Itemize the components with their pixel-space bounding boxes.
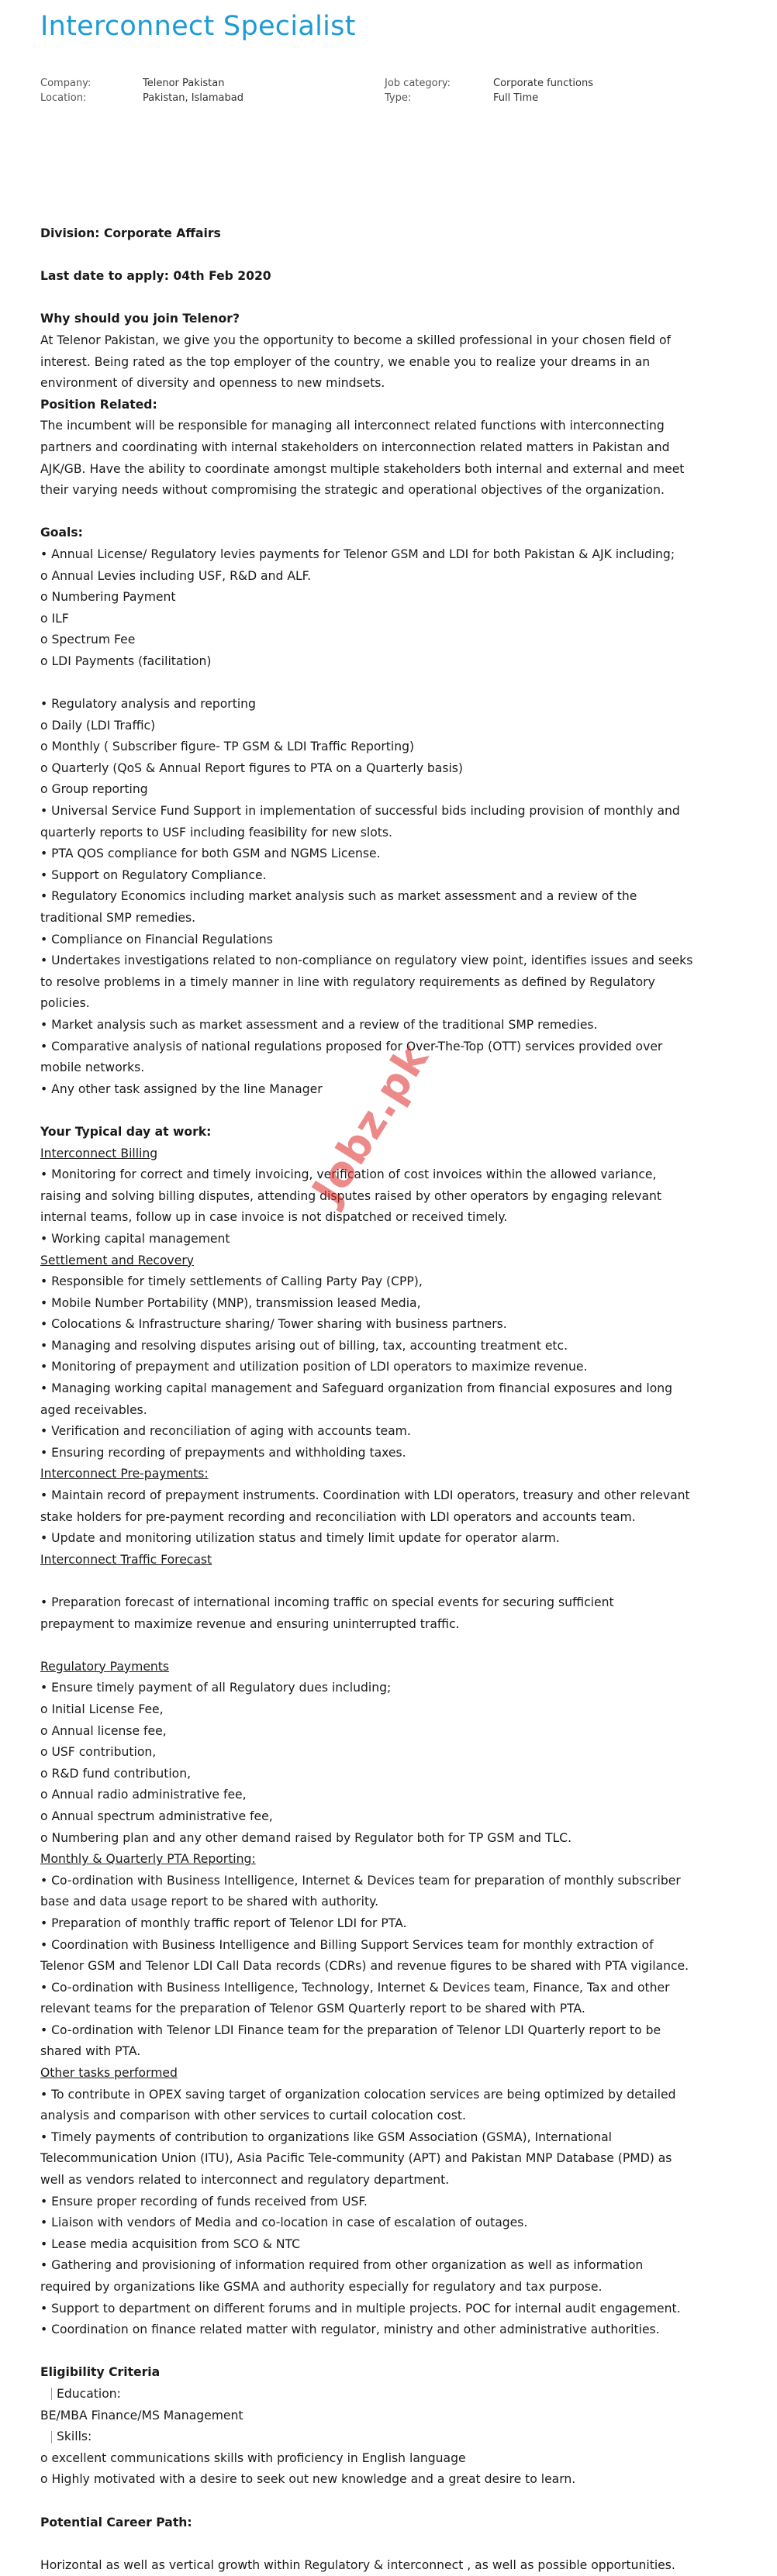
list-line: • Monitoring for correct and timely invoicing, verification of cost invoices within the allowed variance, <box>40 1167 657 1182</box>
list-line: • Verification and reconciliation of aging with accounts team. <box>40 1424 411 1439</box>
list-line: • Managing and resolving disputes arising out of billing, tax, accounting treatment etc. <box>40 1338 568 1353</box>
career-path-heading: Potential Career Path: <box>40 2515 192 2529</box>
regulatory-payments-list <box>40 1678 738 1849</box>
prepayments-list <box>40 1485 738 1550</box>
settlement-heading: Settlement and Recovery <box>40 1253 194 1267</box>
list-line: • Colocations & Infrastructure sharing/ Tower sharing with business partners. <box>40 1317 507 1332</box>
list-line: • Coordination with Business Intelligence and Billing Support Services team for monthly extraction of <box>40 1937 654 1952</box>
list-line: • Compliance on Financial Regulations <box>40 932 273 947</box>
position-text-line: their varying needs without compromising the strategic and operational objectives of the organization. <box>40 483 665 498</box>
list-line: analysis and comparison with other services to curtail colocation cost. <box>40 2109 466 2123</box>
list-line: • Universal Service Fund Support in implementation of successful bids including provision of monthly and <box>40 804 680 819</box>
why-heading: Why should you join Telenor? <box>40 312 240 326</box>
job-description <box>40 223 738 2576</box>
job-title: Interconnect Specialist <box>40 11 356 42</box>
list-line: • Managing working capital management and Safeguard organization from financial exposures and long <box>40 1381 673 1396</box>
list-line: • Co-ordination with Business Intelligence, Internet & Devices team for preparation of monthly subscriber <box>40 1873 681 1888</box>
skills-list <box>40 2448 738 2491</box>
billing-list <box>40 1164 738 1250</box>
list-line: • Comparative analysis of national regulations proposed for Over-The-Top (OTT) services provided over <box>40 1039 663 1054</box>
list-line: • Responsible for timely settlements of Calling Party Pay (CPP), <box>40 1274 423 1289</box>
list-line: • Mobile Number Portability (MNP), transmission leased Media, <box>40 1295 421 1310</box>
list-line: o Numbering Payment <box>40 590 176 605</box>
list-line: • Gathering and provisioning of information required from other organization as well as information <box>40 2258 644 2273</box>
position-heading: Position Related: <box>40 397 157 412</box>
list-line: Telenor GSM and Telenor LDI Call Data records (CDRs) and revenue figures to be shared with PTA vigilance. <box>40 1959 689 1974</box>
education-value: BE/MBA Finance/MS Management <box>40 2408 243 2423</box>
list-line: • Lease media acquisition from SCO & NTC <box>40 2236 300 2251</box>
list-line: • Co-ordination with Telenor LDI Finance team for the preparation of Telenor LDI Quarterly report to be <box>40 2023 661 2037</box>
list-line: • Maintain record of prepayment instruments. Coordination with LDI operators, treasury and other relevant <box>40 1488 690 1503</box>
list-line: o Monthly ( Subscriber figure- TP GSM & LDI Traffic Reporting) <box>40 740 415 754</box>
skills-label: Skills: <box>40 2426 738 2448</box>
regulatory-payments-heading: Regulatory Payments <box>40 1659 170 1674</box>
list-line: mobile networks. <box>40 1060 145 1075</box>
list-line: o Annual spectrum administrative fee, <box>40 1809 273 1823</box>
list-line: • Undertakes investigations related to non-compliance on regulatory view point, identifies issues and seeks <box>40 953 693 968</box>
list-line: • Preparation of monthly traffic report of Telenor LDI for PTA. <box>40 1916 407 1930</box>
category-label: Job category: <box>385 78 451 89</box>
list-line: • Support to department on different forums and in multiple projects. POC for internal audit engagement. <box>40 2301 681 2316</box>
billing-heading: Interconnect Billing <box>40 1146 158 1160</box>
list-line: o ILF <box>40 611 69 626</box>
location-value: Pakistan, Islamabad <box>143 92 243 104</box>
list-line: o R&D fund contribution, <box>40 1766 192 1781</box>
list-line: o Highly motivated with a desire to seek out new knowledge and a great desire to learn. <box>40 2472 576 2487</box>
list-line: well as vendors related to interconnect and regulatory department. <box>40 2173 450 2188</box>
list-line: o Initial License Fee, <box>40 1702 164 1716</box>
list-line: o Group reporting <box>40 782 148 797</box>
why-text-line: environment of diversity and openness to new mindsets. <box>40 376 385 391</box>
type-label: Type: <box>385 92 412 104</box>
list-line: prepayment to maximize revenue and ensuring uninterrupted traffic. <box>40 1616 460 1631</box>
location-label: Location: <box>40 92 87 104</box>
list-line: o excellent communications skills with proficiency in English language <box>40 2450 466 2465</box>
list-line: stake holders for pre-payment recording and reconciliation with LDI operators and accounts team. <box>40 1509 636 1524</box>
list-line: o Daily (LDI Traffic) <box>40 718 156 733</box>
list-line: • Working capital management <box>40 1231 230 1246</box>
type-value: Full Time <box>493 92 539 104</box>
pta-reporting-list <box>40 1871 738 2063</box>
goals-list <box>40 544 738 673</box>
list-line: • Support on Regulatory Compliance. <box>40 867 267 882</box>
other-tasks-list <box>40 2085 738 2341</box>
list-line: • Any other task assigned by the line Manager <box>40 1081 323 1096</box>
list-line: internal teams, follow up in case invoice is not dispatched or received timely. <box>40 1210 508 1225</box>
goals-heading: Goals: <box>40 526 83 540</box>
list-line: • Preparation forecast of international incoming traffic on special events for securing sufficient <box>40 1595 614 1609</box>
position-text-line: The incumbent will be responsible for managing all interconnect related functions with interconnecting <box>40 419 665 433</box>
list-line: o Numbering plan and any other demand raised by Regulator both for TP GSM and TLC. <box>40 1830 572 1845</box>
other-tasks-heading: Other tasks performed <box>40 2066 178 2081</box>
why-text-line: interest. Being rated as the top employer of the country, we enable you to realize your dreams in an <box>40 354 651 369</box>
career-path-text: Horizontal as well as vertical growth within Regulatory & interconnect , as well as possible opportunities. <box>40 2557 675 2572</box>
list-line: • Liaison with vendors of Media and co-location in case of escalation of outages. <box>40 2216 528 2230</box>
forecast-list <box>40 1592 738 1635</box>
list-line: o Annual Levies including USF, R&D and ALF. <box>40 568 312 583</box>
list-line: • Ensuring recording of prepayments and withholding taxes. <box>40 1445 406 1460</box>
list-line: policies. <box>40 996 90 1011</box>
settlement-list <box>40 1271 738 1464</box>
list-line: base and data usage report to be shared with authority. <box>40 1895 379 1909</box>
last-date: Last date to apply: 04th Feb 2020 <box>40 269 271 284</box>
list-line: • To contribute in OPEX saving target of organization colocation services are being optimized by detailed <box>40 2087 676 2102</box>
list-line: o USF contribution, <box>40 1745 157 1760</box>
list-line: • Regulatory Economics including market analysis such as market assessment and a review of the <box>40 889 637 904</box>
list-line: • Co-ordination with Business Intelligence, Technology, Internet & Devices team, Finance, Tax and other <box>40 1980 670 1995</box>
position-text-line: partners and coordinating with internal stakeholders on interconnection related matters in Pakistan and <box>40 440 670 454</box>
company-value: Telenor Pakistan <box>143 78 225 89</box>
list-line: • Update and monitoring utilization status and timely limit update for operator alarm. <box>40 1531 560 1546</box>
list-line: required by organizations like GSMA and authority especially for regulatory and tax purpose. <box>40 2280 603 2294</box>
list-line: to resolve problems in a timely manner in line with regulatory requirements as defined by Regulatory <box>40 974 655 989</box>
watermark: Jobz.pk <box>302 1035 438 1212</box>
list-line: • PTA QOS compliance for both GSM and NGMS License. <box>40 847 381 861</box>
list-line: • Ensure proper recording of funds received from USF. <box>40 2194 368 2209</box>
list-line: relevant teams for the preparation of Telenor GSM Quarterly report to be shared with PTA. <box>40 2002 585 2016</box>
goals-list-2 <box>40 694 738 1100</box>
list-line: o Spectrum Fee <box>40 633 136 647</box>
list-line: • Market analysis such as market assessment and a review of the traditional SMP remedies. <box>40 1017 598 1032</box>
category-value: Corporate functions <box>493 78 593 89</box>
list-line: • Annual License/ Regulatory levies payments for Telenor GSM and LDI for both Pakistan & AJK including; <box>40 547 675 561</box>
pta-reporting-heading: Monthly & Quarterly PTA Reporting: <box>40 1852 256 1867</box>
list-line: o Annual license fee, <box>40 1723 167 1738</box>
list-line: aged receivables. <box>40 1402 147 1417</box>
division: Division: Corporate Affairs <box>40 226 221 240</box>
job-meta <box>40 76 738 107</box>
company-label: Company: <box>40 78 92 89</box>
education-label: Education: <box>40 2384 738 2405</box>
list-line: quarterly reports to USF including feasibility for new slots. <box>40 825 392 840</box>
position-text-line: AJK/GB. Have the ability to coordinate amongst multiple stakeholders both internal and external and meet <box>40 461 685 476</box>
prepayments-heading: Interconnect Pre-payments: <box>40 1467 209 1481</box>
list-line: raising and solving billing disputes, attending disputes raised by other operators by engaging relevant <box>40 1188 662 1203</box>
list-line: o LDI Payments (facilitation) <box>40 653 212 668</box>
forecast-heading: Interconnect Traffic Forecast <box>40 1552 212 1567</box>
list-line: • Ensure timely payment of all Regulatory dues including; <box>40 1681 392 1695</box>
list-line: shared with PTA. <box>40 2044 141 2059</box>
list-line: • Regulatory analysis and reporting <box>40 697 256 712</box>
list-line: traditional SMP remedies. <box>40 911 196 925</box>
list-line: • Coordination on finance related matter with regulator, ministry and other administrative authorities. <box>40 2323 660 2337</box>
list-line: o Quarterly (QoS & Annual Report figures to PTA on a Quarterly basis) <box>40 760 464 775</box>
why-text-line: At Telenor Pakistan, we give you the opportunity to become a skilled professional in your chosen field of <box>40 333 672 347</box>
eligibility-heading: Eligibility Criteria <box>40 2365 161 2380</box>
list-line: • Timely payments of contribution to organizations like GSM Association (GSMA), International <box>40 2129 613 2144</box>
typical-day-heading: Your Typical day at work: <box>40 1124 212 1139</box>
list-line: • Monitoring of prepayment and utilization position of LDI operators to maximize revenue. <box>40 1360 588 1374</box>
list-line: o Annual radio administrative fee, <box>40 1788 247 1802</box>
list-line: Telecommunication Union (ITU), Asia Pacific Tele-community (APT) and Pakistan MNP Database (PMD) as <box>40 2151 672 2166</box>
